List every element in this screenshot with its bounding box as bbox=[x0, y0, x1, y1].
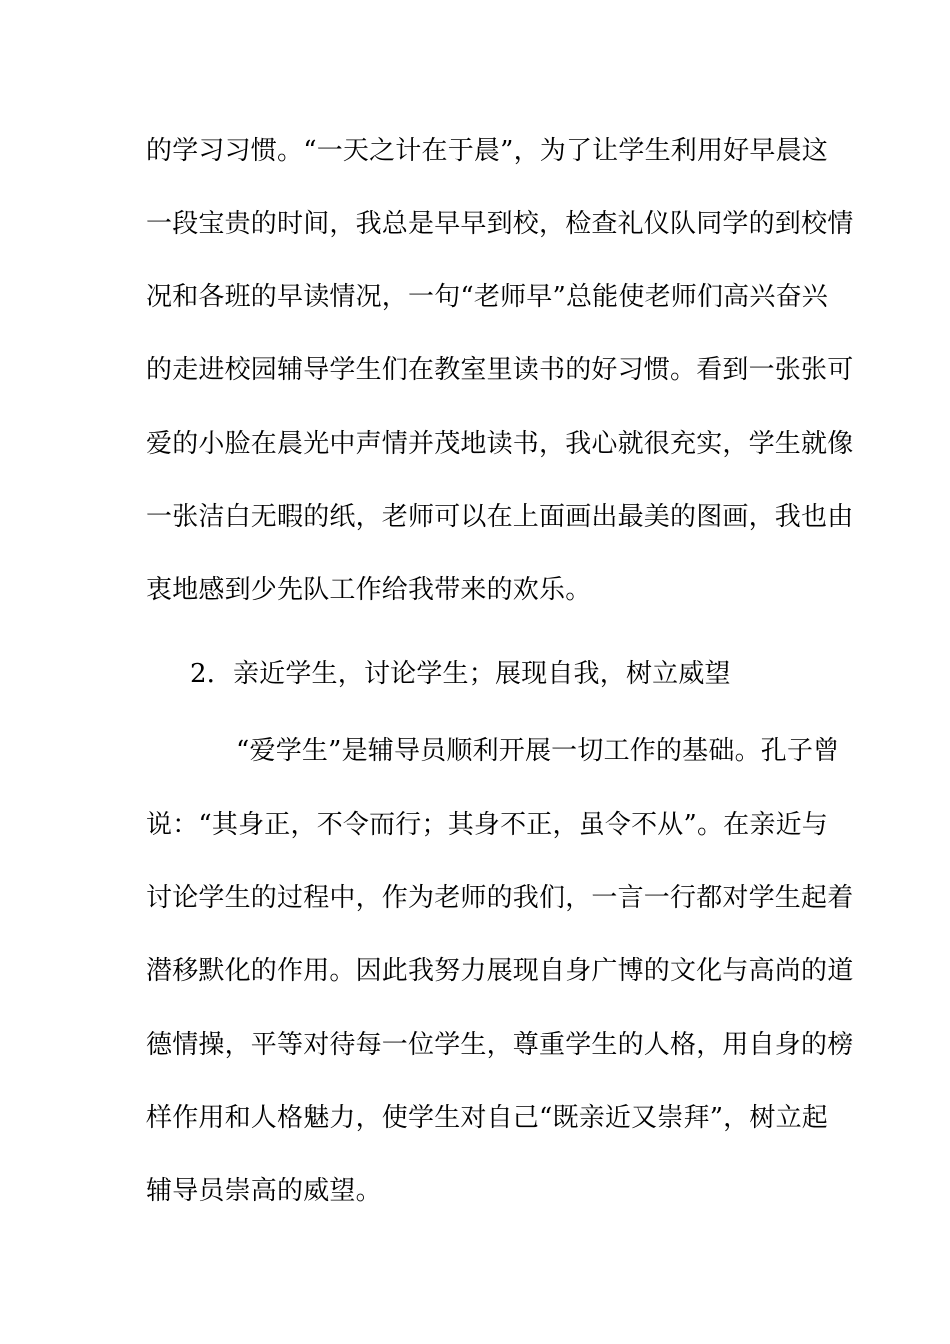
paragraph-line: 况和各班的早读情况，一句“老师早”总能使老师们高兴奋兴 bbox=[146, 282, 828, 312]
paragraph-line: 讨论学生的过程中，作为老师的我们，一言一行都对学生起着 bbox=[146, 883, 854, 913]
paragraph-line: 的学习习惯。“一天之计在于晨”，为了让学生利用好早晨这 bbox=[146, 136, 828, 166]
section-heading: 2．亲近学生，讨论学生；展现自我，树立威望 bbox=[190, 659, 731, 689]
paragraph-line: 的走进校园辅导学生们在教室里读书的好习惯。看到一张张可 bbox=[146, 355, 854, 385]
paragraph-line: 辅导员崇高的威望。 bbox=[146, 1176, 382, 1206]
paragraph-line: 潜移默化的作用。因此我努力展现自身广博的文化与高尚的道 bbox=[146, 956, 854, 986]
paragraph-line: 德情操，平等对待每一位学生，尊重学生的人格，用自身的榜 bbox=[146, 1030, 854, 1060]
paragraph-line: 样作用和人格魅力，使学生对自己“既亲近又崇拜”，树立起 bbox=[146, 1103, 828, 1133]
paragraph-line: 一段宝贵的时间，我总是早早到校，检查礼仪队同学的到校情 bbox=[146, 209, 854, 239]
paragraph-line: 爱的小脸在晨光中声情并茂地读书，我心就很充实，学生就像 bbox=[146, 429, 854, 459]
paragraph-line: 说：“其身正，不令而行；其身不正，虽令不从”。在亲近与 bbox=[146, 810, 828, 840]
paragraph-line: 衷地感到少先队工作给我带来的欢乐。 bbox=[146, 575, 592, 605]
paragraph-line: “爱学生”是辅导员顺利开展一切工作的基础。孔子曾 bbox=[236, 736, 840, 766]
paragraph-line: 一张洁白无暇的纸，老师可以在上面画出最美的图画，我也由 bbox=[146, 502, 854, 532]
